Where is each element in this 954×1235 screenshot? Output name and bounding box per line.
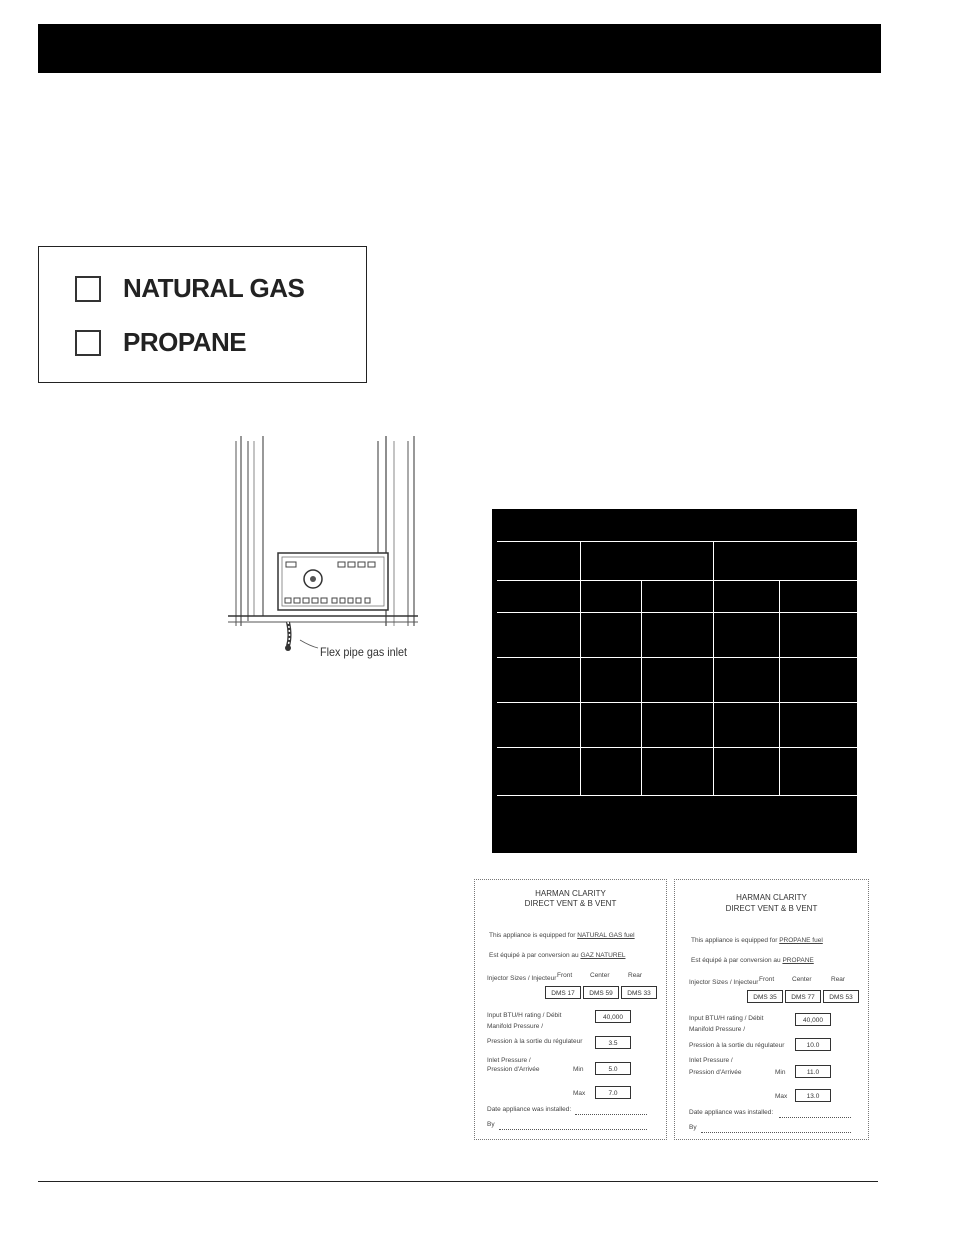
table-rule [497,702,857,703]
natural-gas-checkbox[interactable] [75,276,101,302]
label-inlet-fr: Pression d'Arrivée [487,1066,540,1073]
injector-front-box: DMS 35 [747,990,783,1003]
injector-rear-box: DMS 33 [621,986,657,999]
label-max: Max [573,1090,586,1097]
injector-rear-box: DMS 53 [823,990,859,1003]
header-bar [38,24,881,73]
label-col-center: Center [590,972,610,979]
label-input-rating: Input BTU/H rating / Débit [689,1015,764,1022]
table-rule [497,747,857,748]
label-regulator: Pression à la sortie du régulateur [689,1042,785,1049]
label-injector-heading: Injector Sizes / Injecteur [487,975,557,982]
table-rule [641,580,642,795]
table-rule [779,580,780,795]
label-conversion-line: Est équipé à par conversion au PROPANE [691,957,814,964]
label-col-front: Front [557,972,573,979]
install-date-line [779,1117,851,1118]
label-injector-heading: Injector Sizes / Injecteur [689,979,759,986]
natural-gas-option[interactable] [75,273,304,304]
label-install-date: Date appliance was installed: [487,1106,572,1113]
injector-center-box: DMS 59 [583,986,619,999]
label-input-rating: Input BTU/H rating / Débit [487,1012,562,1019]
flex-pipe-caption: Flex pipe gas inlet [320,645,408,659]
regulator-box: 10.0 [795,1038,831,1051]
label-install-date: Date appliance was installed: [689,1109,774,1116]
label-min: Min [775,1069,786,1076]
label-title: HARMAN CLARITY [736,893,807,902]
label-by: By [689,1124,697,1131]
fuel-type-box [38,246,367,383]
natural-gas-label: NATURAL GAS [123,273,305,303]
rating-label-propane [674,879,869,1140]
label-subtitle: DIRECT VENT & B VENT [524,899,617,908]
min-pressure-box: 11.0 [795,1065,831,1078]
min-pressure-box: 5.0 [595,1062,631,1075]
label-manifold: Manifold Pressure / [689,1026,745,1033]
propane-checkbox[interactable] [75,330,101,356]
table-rule [497,580,857,581]
footer-rule [38,1181,878,1182]
label-col-center: Center [792,976,812,983]
label-col-front: Front [759,976,775,983]
label-col-rear: Rear [831,976,846,983]
label-fuel-line: This appliance is equipped for NATURAL GAS fuel [489,932,635,939]
table-rule [497,657,857,658]
label-conversion-line: Est équipé à par conversion au GAZ NATUREL [489,952,626,959]
max-pressure-box: 13.0 [795,1089,831,1102]
table-rule [497,541,857,542]
regulator-box: 3.5 [595,1036,631,1049]
label-min: Min [573,1066,584,1073]
label-inlet: Inlet Pressure / [689,1057,733,1064]
rating-label-natural-gas [474,879,667,1140]
input-rating-box: 40,000 [795,1013,831,1026]
table-rule [497,612,857,613]
label-by: By [487,1121,495,1128]
propane-label: PROPANE [123,327,247,357]
label-manifold: Manifold Pressure / [487,1023,543,1030]
table-rule [580,541,581,795]
max-pressure-box: 7.0 [595,1086,631,1099]
label-subtitle: DIRECT VENT & B VENT [725,904,818,913]
label-inlet: Inlet Pressure / [487,1057,531,1064]
label-col-rear: Rear [628,972,643,979]
specifications-table [492,509,857,853]
input-rating-box: 40,000 [595,1010,631,1023]
injector-front-box: DMS 17 [545,986,581,999]
label-fuel-line: This appliance is equipped for PROPANE fuel [691,937,823,944]
label-max: Max [775,1093,788,1100]
injector-center-box: DMS 77 [785,990,821,1003]
installer-signature-line [701,1132,851,1133]
installer-signature-line [499,1129,647,1130]
label-inlet-fr: Pression d'Arrivée [689,1069,742,1076]
table-rule [713,541,714,795]
label-title: HARMAN CLARITY [535,889,606,898]
label-regulator: Pression à la sortie du régulateur [487,1038,583,1045]
install-date-line [575,1114,647,1115]
table-rule [497,795,857,796]
propane-option[interactable] [75,327,246,358]
